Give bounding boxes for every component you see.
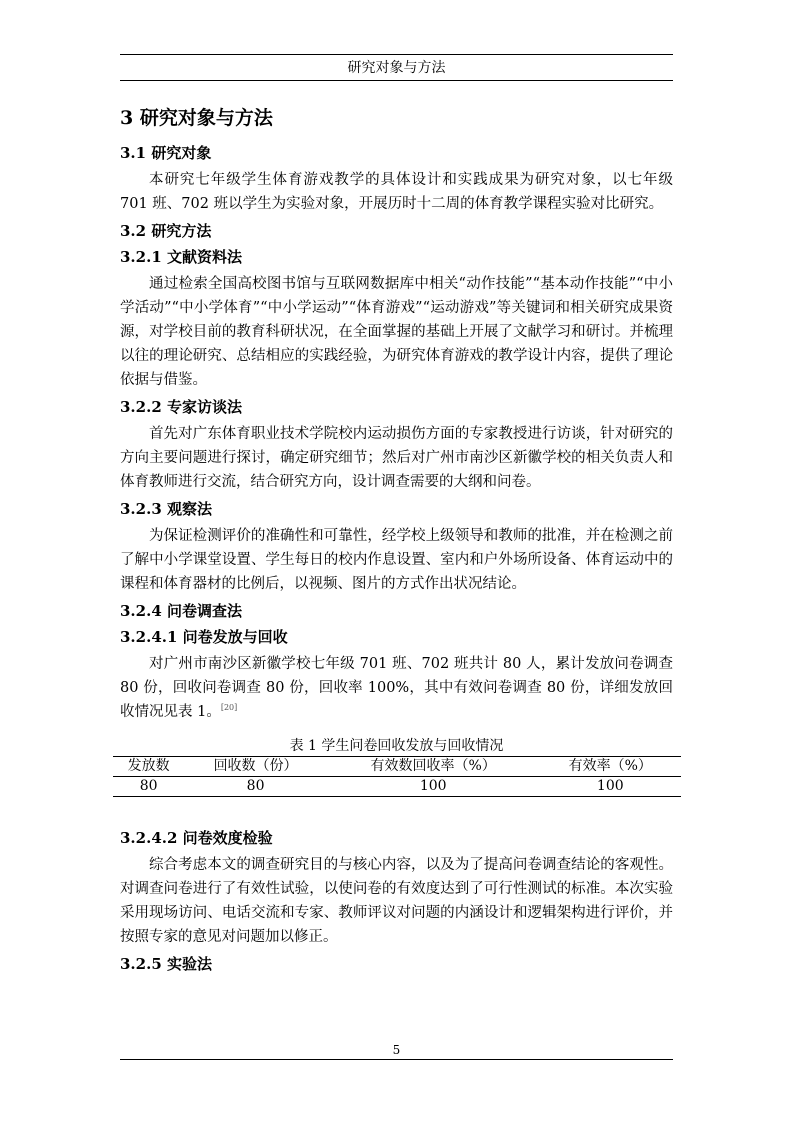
cell-returned: 80 [184,777,327,797]
table-caption: 表 1 学生问卷回收发放与回收情况 [289,738,504,754]
table-row [113,777,681,797]
paragraph-observation: 为保证检测评价的准确性和可靠性，经学校上级领导和教师的批准，并在检测之前了解中小学课堂设置、学生每日的校内作息设置、室内和户外场所设备、体育运动中的课程和体育器材的比例后，以视频、图片的方式作出状况结论。 [120,528,673,592]
table-header-row [113,757,681,777]
col-header-distributed: 发放数 [113,757,184,777]
table-spacer [120,797,673,823]
heading-3-2-4-2: 3.2.4.2 问卷效度检验 [120,829,273,847]
header-rule-top [120,54,673,55]
col-header-valid-rate: 有效率（%） [540,757,681,777]
paragraph-questionnaire-distribution [120,652,673,724]
cell-distributed: 80 [113,777,184,797]
paragraph-interview: 首先对广东体育职业技术学院校内运动损伤方面的专家教授进行访谈，针对研究的方向主要问题进行探讨，确定研究细节；然后对广州市南沙区新徽学校的相关负责人和体育教师进行交流，结合研究方向，设计调查需要的大纲和问卷。 [120,426,673,490]
heading-3-2: 3.2 研究方法 [120,222,212,240]
heading-3-2-3: 3.2.3 观察法 [120,500,212,518]
paragraph-validity-test: 综合考虑本文的调查研究目的与核心内容，以及为了提高问卷调查结论的客观性。对调查问卷进行了有效性试验，以使问卷的有效度达到了可行性测试的标准。本次实验采用现场访问、电话交流和专家、教师评议对问题的内涵设计和逻辑架构进行评价，并按照专家的意见对问题加以修正。 [120,857,673,945]
paragraph-questionnaire-text: 对广州市南沙区新徽学校七年级 701 班、702 班共计 80 人，累计发放问卷调查 80 份，回收问卷调查 80 份，回收率 100%，其中有效问卷调查 80 份，详细发放回收情况见表 1。 [120,656,673,720]
col-header-returned: 回收数（份） [184,757,327,777]
header-rule-bottom [120,80,673,81]
heading-3-2-2: 3.2.2 专家访谈法 [120,398,242,416]
heading-3-1: 3.1 研究对象 [120,144,212,162]
col-header-valid-return-rate: 有效数回收率（%） [327,757,540,777]
running-header: 研究对象与方法 [347,60,446,76]
heading-3-2-5: 3.2.5 实验法 [120,955,212,973]
main-content [120,104,673,979]
heading-3-2-4: 3.2.4 问卷调查法 [120,602,242,620]
citation-ref: [20] [220,703,238,713]
cell-valid-rate: 100 [540,777,681,797]
paragraph-literature: 通过检索全国高校图书馆与互联网数据库中相关“动作技能”“基本动作技能”“中小学活动”“中小学体育”“中小学运动”“体育游戏”“运动游戏”等关键词和相关研究成果资源，对学校目前的教育科研状况，在全面掌握的基础上开展了文献学习和研讨。并梳理以往的理论研究、总结相应的实践经验，为研究体育游戏的教学设计内容，提供了理论依据与借鉴。 [120,276,673,388]
chapter-title: 3 研究对象与方法 [120,107,273,129]
heading-3-2-1: 3.2.1 文献资料法 [120,248,242,266]
page-number: 5 [392,1043,401,1057]
paragraph-research-object: 本研究七年级学生体育游戏教学的具体设计和实践成果为研究对象，以七年级 701 班、702 班以学生为实验对象，开展历时十二周的体育教学课程实验对比研究。 [120,172,673,212]
questionnaire-table [113,756,681,797]
heading-3-2-4-1: 3.2.4.1 问卷发放与回收 [120,628,288,646]
footer-rule [120,1059,673,1060]
cell-valid-return-rate: 100 [327,777,540,797]
